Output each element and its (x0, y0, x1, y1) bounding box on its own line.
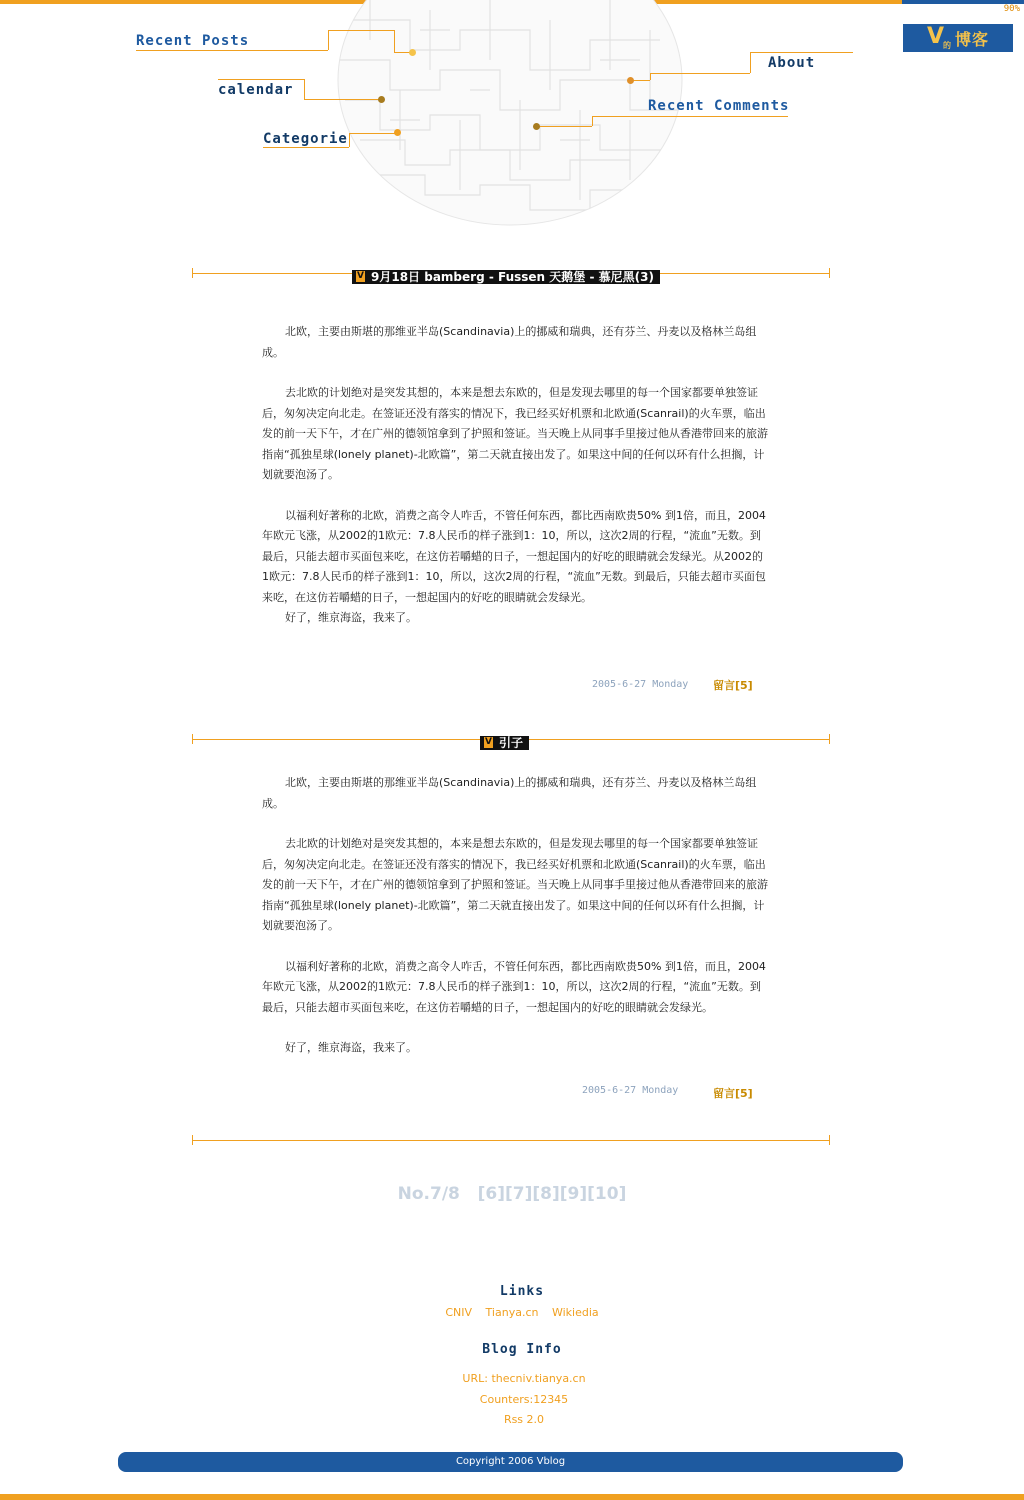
footer-copyright: Copyright 2006 Vblog (118, 1452, 903, 1472)
blog-info-title: Blog Info (482, 1342, 562, 1357)
nav-categorie[interactable]: Categorie (263, 131, 348, 147)
section-rule (192, 1140, 830, 1141)
page-link[interactable]: [9] (559, 1184, 588, 1204)
post-date: 2005-6-27 Monday (592, 679, 689, 690)
nav-line (218, 79, 304, 80)
rss-link[interactable]: Rss 2.0 (503, 1413, 545, 1426)
nav-line (538, 126, 592, 127)
nav-line (304, 79, 305, 99)
page-link[interactable]: [8] (532, 1184, 560, 1204)
nav-dot (409, 49, 416, 56)
paragraph: 去北欧的计划绝对是突发其想的，本来是想去东欧的，但是发现去哪里的每一个国家都要单独签证后，匆匆决定向北走。在签证还没有落实的情况下，我已经买好机票和北欧通(Scanrail)的火车票，临出发的前一天下午，才在广州的德领馆拿到了护照和签证。当天晚上从同事手里接过他从香港带回来的旅游指南“孤独星球(lonely planet)-北欧篇”，第二天就直接出发了。如果这中间的任何以环有什么担搁，计划就要泡汤了。 (262, 837, 768, 932)
globe-maze-graphic (330, 0, 690, 230)
v-badge-icon: V (485, 737, 492, 747)
rule-end (829, 734, 830, 744)
nav-line (650, 73, 651, 80)
blog-counter: Counters:12345 (479, 1393, 569, 1406)
page-link[interactable]: [6] (477, 1184, 506, 1204)
nav-line (650, 73, 750, 74)
paragraph: 好了，维京海盗，我来了。 (285, 611, 417, 624)
post-body (262, 322, 768, 629)
nav-line (394, 52, 410, 53)
link-cniv[interactable]: CNIV (445, 1306, 473, 1319)
nav-dot (394, 129, 401, 136)
post-body (262, 773, 768, 1059)
logo-mark: V (927, 24, 946, 49)
paragraph: 去北欧的计划绝对是突发其想的，本来是想去东欧的，但是发现去哪里的每一个国家都要单独签证后，匆匆决定向北走。在签证还没有落实的情况下，我已经买好机票和北欧通(Scanrail)的火车票，临出发的前一天下午，才在广州的德领馆拿到了护照和签证。当天晚上从同事手里接过他从香港带回来的旅游指南“孤独星球(lonely planet)-北欧篇”，第二天就直接出发了。如果这中间的任何以环有什么担搁，计划就要泡汤了。 (262, 386, 768, 481)
nav-line (136, 50, 328, 51)
link-wikiedia[interactable]: Wikiedia (551, 1306, 599, 1319)
rule-end (192, 268, 193, 278)
blog-url[interactable]: URL: thecniv.tianya.cn (462, 1372, 586, 1385)
comments-link[interactable]: 留言[5] (713, 1087, 753, 1100)
rule-end (829, 268, 830, 278)
paragraph: 好了，维京海盗，我来了。 (285, 1041, 417, 1054)
post-title[interactable] (480, 736, 529, 750)
nav-calendar[interactable]: calendar (218, 82, 294, 98)
nav-line (349, 133, 395, 134)
nav-dot (627, 77, 634, 84)
nav-recent-posts[interactable]: Recent Posts (136, 33, 250, 49)
paragraph: 以福利好著称的北欧，消费之高令人咋舌，不管任何东西，都比西南欧贵50% 到1倍，而且，2004年欧元飞涨，从2002的1欧元：7.8人民币的样子涨到1：10，所以，这次2周的行程，“流血”无数。到最后，只能去超市买面包来吃，在这仿若嚼蜡的日子，一想起国内的好吃的眼睛就会发绿光。从2002的1欧元：7.8人民币的样子涨到1：10，所以，这次2周的行程，“流血”无数。到最后，只能去超市买面包来吃，在这仿若嚼蜡的日子，一想起国内的好吃的眼睛就会发绿光。 (262, 508, 766, 604)
nav-line (592, 116, 788, 117)
rule-end (829, 1135, 830, 1145)
nav-dot (533, 123, 540, 130)
nav-line (328, 30, 329, 50)
nav-line (592, 116, 593, 126)
nav-line (632, 80, 650, 81)
rule-end (192, 734, 193, 744)
nav-line (394, 30, 395, 52)
nav-line (304, 99, 380, 100)
comments-link[interactable]: 留言[5] (713, 679, 753, 692)
post-title-text: 引子 (499, 736, 524, 750)
logo-sub: 的 (943, 41, 952, 50)
links-title: Links (499, 1284, 545, 1299)
page-link[interactable]: [10] (587, 1184, 627, 1204)
links-list (0, 1306, 1024, 1319)
nav-dot (378, 96, 385, 103)
post-title-text: 9月18日 bamberg - Fussen 天鹅堡 - 慕尼黑(3) (371, 270, 654, 284)
zoom-level: 90% (1003, 4, 1020, 14)
nav-line (750, 52, 853, 53)
nav-line (328, 30, 394, 31)
post-title[interactable] (352, 270, 660, 284)
logo-text: 博客 (955, 30, 990, 49)
bottom-accent-bar (0, 1494, 1024, 1500)
site-logo[interactable] (903, 24, 1013, 52)
nav-line (349, 133, 350, 147)
page-indicator: No.7/8 (397, 1184, 460, 1204)
nav-line (750, 52, 751, 73)
nav-line (263, 147, 349, 148)
nav-recent-comments[interactable]: Recent Comments (648, 98, 790, 114)
v-badge-icon: V (357, 271, 364, 281)
post-date: 2005-6-27 Monday (582, 1085, 679, 1096)
paragraph: 北欧，主要由斯堪的那维亚半岛(Scandinavia)上的挪威和瑞典，还有芬兰、丹麦以及格林兰岛组成。 (262, 776, 757, 810)
link-tianya[interactable]: Tianya.cn (485, 1306, 539, 1319)
paragraph: 北欧，主要由斯堪的那维亚半岛(Scandinavia)上的挪威和瑞典，还有芬兰、丹麦以及格林兰岛组成。 (262, 325, 757, 359)
nav-about[interactable]: About (768, 55, 816, 71)
rule-end (192, 1135, 193, 1145)
paragraph: 以福利好著称的北欧，消费之高令人咋舌，不管任何东西，都比西南欧贵50% 到1倍，而且，2004年欧元飞涨，从2002的1欧元：7.8人民币的样子涨到1：10，所以，这次2周的行程，“流血”无数。到最后，只能去超市买面包来吃，在这仿若嚼蜡的日子，一想起国内的好吃的眼睛就会发绿光。 (262, 959, 766, 1014)
pagination (0, 1184, 1024, 1204)
page-link[interactable]: [7] (505, 1184, 533, 1204)
